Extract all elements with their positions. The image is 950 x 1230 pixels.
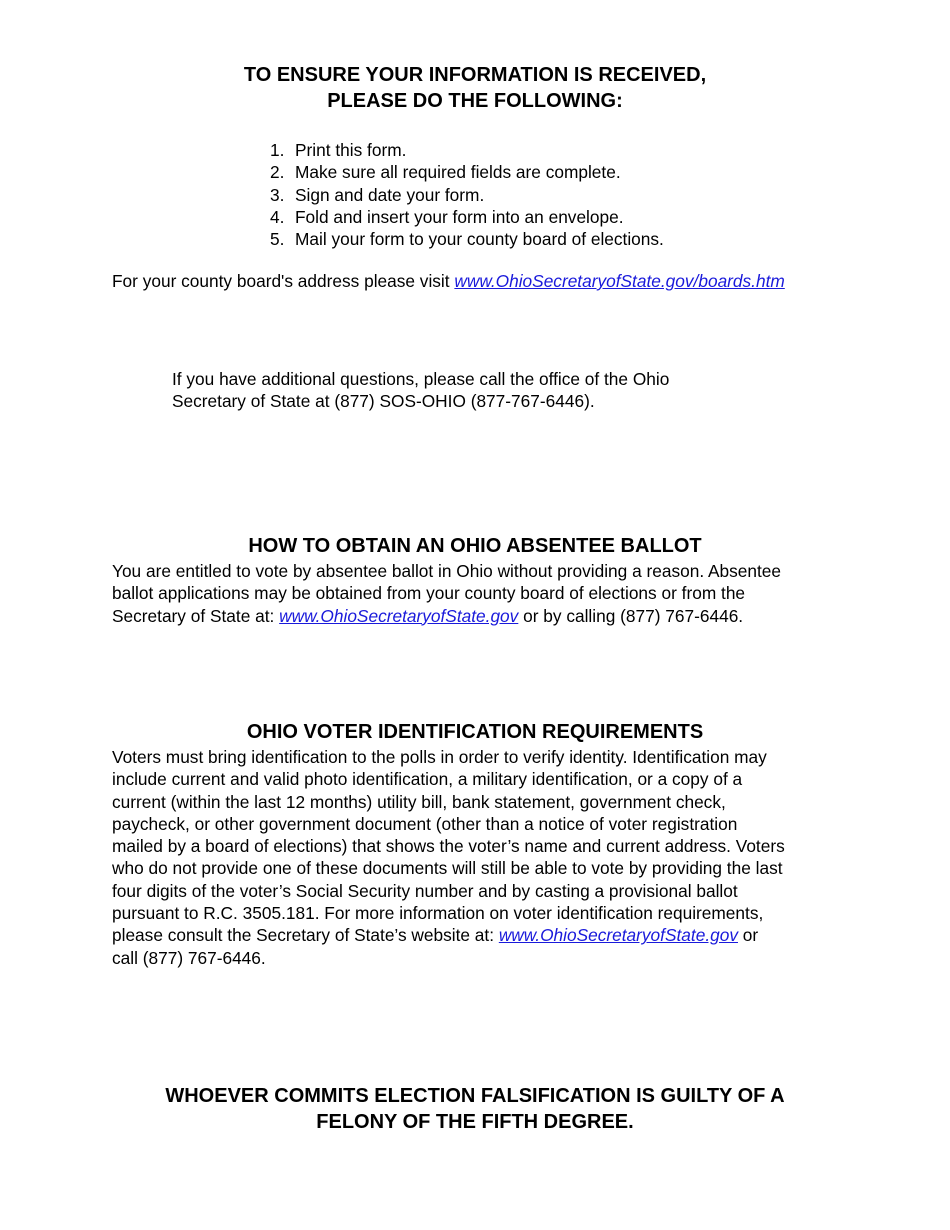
absentee-line: You are entitled to vote by absentee ballot in Ohio without providing a reason. Absentee xyxy=(112,561,781,581)
voter-id-line: who do not provide one of these documents will still be able to vote by providing the last xyxy=(112,858,783,879)
absentee-line3-suffix: or by calling (877) 767-6446. xyxy=(518,605,744,626)
instructions-heading-line2: PLEASE DO THE FOLLOWING: xyxy=(327,90,623,112)
voter-id-line: four digits of the voter’s Social Security number and by casting a provisional ballot xyxy=(112,880,738,901)
instructions-heading-line1: TO ENSURE YOUR INFORMATION IS RECEIVED, xyxy=(243,64,707,86)
warning-line2: FELONY OF THE FIFTH DEGREE. xyxy=(316,1111,634,1133)
step-number: 5. xyxy=(270,229,285,250)
step-item xyxy=(270,184,664,206)
step-text: Fold and insert your form into an envelope. xyxy=(295,206,624,227)
voter-id-line: include current and valid photo identification, a military identification, or a copy of a xyxy=(112,769,743,790)
steps-list xyxy=(270,139,664,250)
county-board-prefix: For your county board's address please visit xyxy=(112,271,455,291)
step-item xyxy=(270,161,664,183)
voter-id-line xyxy=(112,924,785,946)
voter-id-line: mailed by a board of elections) that shows the voter’s name and current address. Voters xyxy=(112,836,785,857)
step-text: Print this form. xyxy=(295,140,407,160)
voter-id-line: pursuant to R.C. 3505.181. For more information on voter identification requirements, xyxy=(112,903,764,924)
questions-line: Secretary of State at (877) SOS-OHIO (877-767-6446). xyxy=(172,391,595,412)
questions-line: If you have additional questions, please call the office of the Ohio xyxy=(172,369,670,389)
voter-id-line9-suffix: or xyxy=(737,925,759,946)
absentee-line3-prefix: Secretary of State at: xyxy=(112,605,280,626)
absentee-paragraph xyxy=(112,560,781,627)
county-boards-link[interactable]: www.OhioSecretaryofState.gov/boards.htm xyxy=(454,271,785,291)
absentee-line xyxy=(112,605,781,627)
voter-id-line: call (877) 767-6446. xyxy=(112,947,266,968)
step-number: 2. xyxy=(270,162,285,183)
step-item xyxy=(270,228,664,250)
step-text: Sign and date your form. xyxy=(295,184,485,205)
voter-id-line: current (within the last 12 months) utility bill, bank statement, government check, xyxy=(112,791,726,812)
voter-id-line9-prefix: please consult the Secretary of State’s website at: xyxy=(112,925,499,946)
instructions-heading xyxy=(0,62,950,114)
falsification-warning xyxy=(0,1083,950,1135)
county-board-text xyxy=(112,270,785,292)
step-number: 4. xyxy=(270,206,285,227)
sos-website-link[interactable]: www.OhioSecretaryofState.gov xyxy=(279,605,519,626)
step-item xyxy=(270,206,664,228)
absentee-heading: HOW TO OBTAIN AN OHIO ABSENTEE BALLOT xyxy=(248,535,702,557)
step-text: Make sure all required fields are complete. xyxy=(295,162,621,183)
step-text: Mail your form to your county board of elections. xyxy=(295,229,664,250)
absentee-line: ballot applications may be obtained from your county board of elections or from the xyxy=(112,583,746,604)
voter-id-paragraph xyxy=(112,746,785,969)
step-number: 3. xyxy=(270,184,285,205)
step-number: 1. xyxy=(270,140,285,160)
voter-id-heading: OHIO VOTER IDENTIFICATION REQUIREMENTS xyxy=(246,721,704,743)
sos-website-link[interactable]: www.OhioSecretaryofState.gov xyxy=(498,925,738,946)
warning-line1: WHOEVER COMMITS ELECTION FALSIFICATION IS GUILTY OF A xyxy=(165,1085,785,1107)
step-item xyxy=(270,139,664,161)
questions-paragraph xyxy=(172,368,669,413)
voter-id-line: paycheck, or other government document (other than a notice of voter registration xyxy=(112,813,738,834)
voter-id-line: Voters must bring identification to the polls in order to verify identity. Identification may xyxy=(112,747,767,767)
